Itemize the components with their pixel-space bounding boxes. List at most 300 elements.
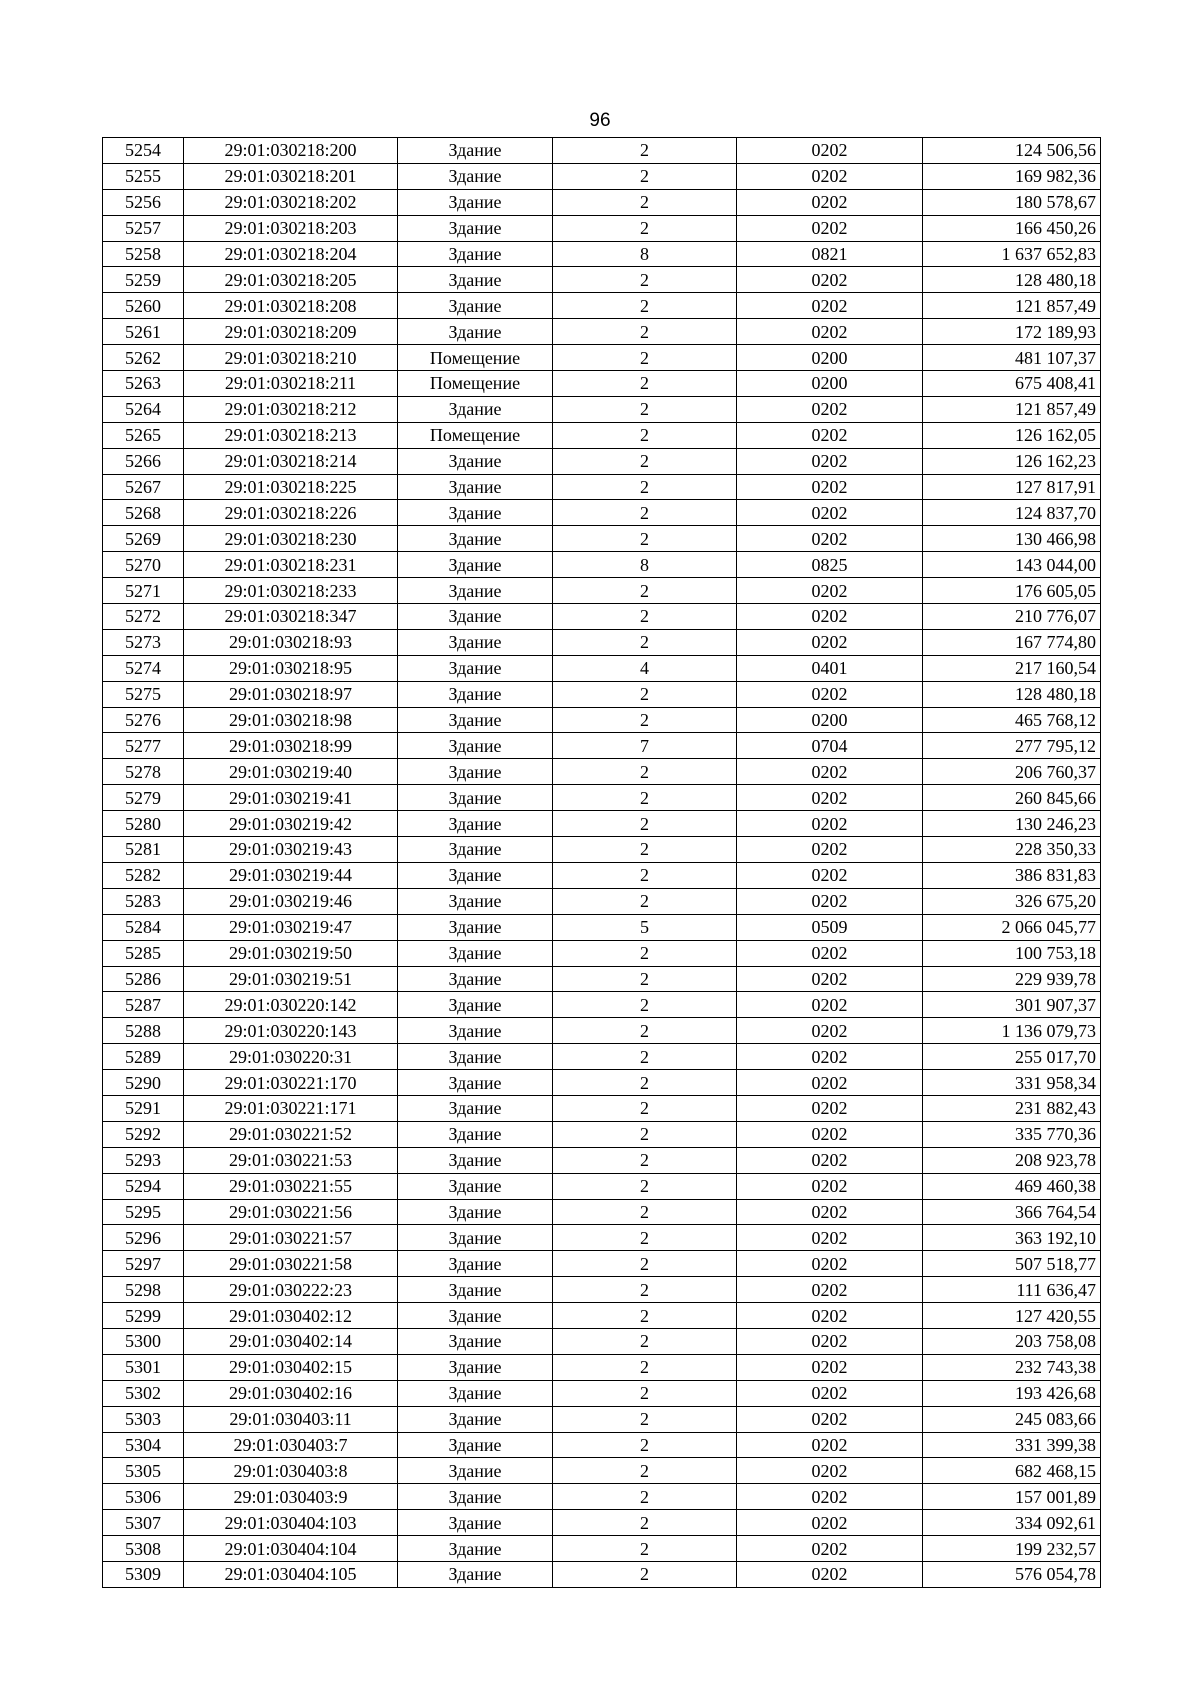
object-type-cell: Здание <box>398 552 553 578</box>
row-number-cell: 5281 <box>103 837 184 863</box>
group-number-cell: 2 <box>553 837 737 863</box>
row-number-cell: 5280 <box>103 811 184 837</box>
table-row <box>103 552 1101 578</box>
cadastral-number-cell: 29:01:030218:230 <box>184 526 398 552</box>
group-number-cell: 2 <box>553 1251 737 1277</box>
subgroup-code-cell: 0202 <box>737 1354 923 1380</box>
cadastral-number-cell: 29:01:030218:226 <box>184 500 398 526</box>
table-row <box>103 448 1101 474</box>
cadastral-number-cell: 29:01:030219:44 <box>184 862 398 888</box>
table-row <box>103 1044 1101 1070</box>
cadastral-number-cell: 29:01:030219:40 <box>184 759 398 785</box>
cadastral-value-cell: 366 764,54 <box>923 1199 1101 1225</box>
cadastral-number-cell: 29:01:030218:205 <box>184 267 398 293</box>
row-number-cell: 5295 <box>103 1199 184 1225</box>
row-number-cell: 5266 <box>103 448 184 474</box>
object-type-cell: Помещение <box>398 371 553 397</box>
cadastral-number-cell: 29:01:030219:50 <box>184 940 398 966</box>
object-type-cell: Здание <box>398 1458 553 1484</box>
row-number-cell: 5265 <box>103 422 184 448</box>
subgroup-code-cell: 0202 <box>737 1510 923 1536</box>
row-number-cell: 5275 <box>103 681 184 707</box>
row-number-cell: 5273 <box>103 629 184 655</box>
cadastral-number-cell: 29:01:030219:43 <box>184 837 398 863</box>
table-row <box>103 837 1101 863</box>
subgroup-code-cell: 0202 <box>737 1225 923 1251</box>
object-type-cell: Здание <box>398 1121 553 1147</box>
cadastral-value-cell: 465 768,12 <box>923 707 1101 733</box>
row-number-cell: 5257 <box>103 215 184 241</box>
object-type-cell: Помещение <box>398 345 553 371</box>
cadastral-value-cell: 206 760,37 <box>923 759 1101 785</box>
cadastral-number-cell: 29:01:030404:103 <box>184 1510 398 1536</box>
table-row <box>103 422 1101 448</box>
cadastral-number-cell: 29:01:030221:58 <box>184 1251 398 1277</box>
table-row <box>103 189 1101 215</box>
cadastral-value-cell: 127 817,91 <box>923 474 1101 500</box>
cadastral-number-cell: 29:01:030403:8 <box>184 1458 398 1484</box>
cadastral-value-cell: 1 637 652,83 <box>923 241 1101 267</box>
group-number-cell: 2 <box>553 1225 737 1251</box>
table-row <box>103 785 1101 811</box>
page-number: 96 <box>589 110 611 131</box>
subgroup-code-cell: 0202 <box>737 1406 923 1432</box>
subgroup-code-cell: 0202 <box>737 811 923 837</box>
group-number-cell: 2 <box>553 1044 737 1070</box>
table-row <box>103 319 1101 345</box>
object-type-cell: Здание <box>398 241 553 267</box>
table-row <box>103 862 1101 888</box>
subgroup-code-cell: 0202 <box>737 1173 923 1199</box>
row-number-cell: 5284 <box>103 914 184 940</box>
cadastral-number-cell: 29:01:030219:41 <box>184 785 398 811</box>
group-number-cell: 2 <box>553 1070 737 1096</box>
object-type-cell: Здание <box>398 474 553 500</box>
group-number-cell: 2 <box>553 1147 737 1173</box>
table-row <box>103 1173 1101 1199</box>
cadastral-value-cell: 121 857,49 <box>923 293 1101 319</box>
subgroup-code-cell: 0202 <box>737 396 923 422</box>
group-number-cell: 2 <box>553 578 737 604</box>
cadastral-value-cell: 126 162,23 <box>923 448 1101 474</box>
group-number-cell: 2 <box>553 1328 737 1354</box>
group-number-cell: 2 <box>553 1173 737 1199</box>
group-number-cell: 2 <box>553 163 737 189</box>
cadastral-value-cell: 277 795,12 <box>923 733 1101 759</box>
cadastral-value-cell: 675 408,41 <box>923 371 1101 397</box>
table-row <box>103 992 1101 1018</box>
group-number-cell: 2 <box>553 759 737 785</box>
group-number-cell: 2 <box>553 422 737 448</box>
group-number-cell: 8 <box>553 552 737 578</box>
cadastral-value-cell: 334 092,61 <box>923 1510 1101 1536</box>
table-row <box>103 966 1101 992</box>
row-number-cell: 5300 <box>103 1328 184 1354</box>
subgroup-code-cell: 0704 <box>737 733 923 759</box>
row-number-cell: 5291 <box>103 1095 184 1121</box>
subgroup-code-cell: 0202 <box>737 966 923 992</box>
object-type-cell: Здание <box>398 1199 553 1225</box>
cadastral-number-cell: 29:01:030221:55 <box>184 1173 398 1199</box>
group-number-cell: 2 <box>553 1510 737 1536</box>
cadastral-number-cell: 29:01:030219:47 <box>184 914 398 940</box>
subgroup-code-cell: 0202 <box>737 1432 923 1458</box>
cadastral-number-cell: 29:01:030403:11 <box>184 1406 398 1432</box>
table-row <box>103 1561 1101 1587</box>
group-number-cell: 2 <box>553 319 737 345</box>
cadastral-value-cell: 203 758,08 <box>923 1328 1101 1354</box>
object-type-cell: Здание <box>398 1044 553 1070</box>
object-type-cell: Здание <box>398 862 553 888</box>
subgroup-code-cell: 0202 <box>737 1251 923 1277</box>
subgroup-code-cell: 0202 <box>737 1328 923 1354</box>
row-number-cell: 5259 <box>103 267 184 293</box>
cadastral-number-cell: 29:01:030218:212 <box>184 396 398 422</box>
group-number-cell: 5 <box>553 914 737 940</box>
table-row <box>103 1070 1101 1096</box>
cadastral-value-cell: 157 001,89 <box>923 1484 1101 1510</box>
subgroup-code-cell: 0825 <box>737 552 923 578</box>
subgroup-code-cell: 0202 <box>737 759 923 785</box>
object-type-cell: Здание <box>398 267 553 293</box>
object-type-cell: Здание <box>398 914 553 940</box>
table-row <box>103 1536 1101 1562</box>
object-type-cell: Здание <box>398 1070 553 1096</box>
cadastral-number-cell: 29:01:030218:233 <box>184 578 398 604</box>
row-number-cell: 5287 <box>103 992 184 1018</box>
row-number-cell: 5256 <box>103 189 184 215</box>
object-type-cell: Здание <box>398 629 553 655</box>
group-number-cell: 2 <box>553 267 737 293</box>
table-row <box>103 1095 1101 1121</box>
table-row <box>103 1121 1101 1147</box>
row-number-cell: 5289 <box>103 1044 184 1070</box>
group-number-cell: 2 <box>553 1432 737 1458</box>
group-number-cell: 2 <box>553 785 737 811</box>
cadastral-value-cell: 166 450,26 <box>923 215 1101 241</box>
cadastral-number-cell: 29:01:030402:14 <box>184 1328 398 1354</box>
cadastral-value-cell: 121 857,49 <box>923 396 1101 422</box>
subgroup-code-cell: 0202 <box>737 422 923 448</box>
object-type-cell: Здание <box>398 1018 553 1044</box>
subgroup-code-cell: 0202 <box>737 629 923 655</box>
subgroup-code-cell: 0202 <box>737 681 923 707</box>
object-type-cell: Здание <box>398 1251 553 1277</box>
row-number-cell: 5277 <box>103 733 184 759</box>
group-number-cell: 2 <box>553 1095 737 1121</box>
table-row <box>103 345 1101 371</box>
subgroup-code-cell: 0202 <box>737 448 923 474</box>
cadastral-number-cell: 29:01:030218:97 <box>184 681 398 707</box>
cadastral-value-cell: 199 232,57 <box>923 1536 1101 1562</box>
row-number-cell: 5296 <box>103 1225 184 1251</box>
cadastral-number-cell: 29:01:030402:16 <box>184 1380 398 1406</box>
row-number-cell: 5261 <box>103 319 184 345</box>
cadastral-value-cell: 326 675,20 <box>923 888 1101 914</box>
cadastral-value-cell: 363 192,10 <box>923 1225 1101 1251</box>
group-number-cell: 2 <box>553 1484 737 1510</box>
object-type-cell: Здание <box>398 1484 553 1510</box>
object-type-cell: Здание <box>398 215 553 241</box>
table-row <box>103 888 1101 914</box>
cadastral-number-cell: 29:01:030221:171 <box>184 1095 398 1121</box>
group-number-cell: 2 <box>553 1561 737 1587</box>
object-type-cell: Здание <box>398 1406 553 1432</box>
row-number-cell: 5297 <box>103 1251 184 1277</box>
subgroup-code-cell: 0202 <box>737 1380 923 1406</box>
table-row <box>103 293 1101 319</box>
row-number-cell: 5283 <box>103 888 184 914</box>
table-row <box>103 500 1101 526</box>
cadastral-number-cell: 29:01:030404:105 <box>184 1561 398 1587</box>
object-type-cell: Здание <box>398 837 553 863</box>
cadastral-value-cell: 507 518,77 <box>923 1251 1101 1277</box>
cadastral-value-cell: 169 982,36 <box>923 163 1101 189</box>
group-number-cell: 2 <box>553 293 737 319</box>
cadastral-number-cell: 29:01:030403:7 <box>184 1432 398 1458</box>
row-number-cell: 5258 <box>103 241 184 267</box>
row-number-cell: 5270 <box>103 552 184 578</box>
object-type-cell: Здание <box>398 1510 553 1536</box>
cadastral-number-cell: 29:01:030221:53 <box>184 1147 398 1173</box>
object-type-cell: Здание <box>398 1303 553 1329</box>
cadastral-value-table <box>102 137 1101 1588</box>
row-number-cell: 5278 <box>103 759 184 785</box>
cadastral-value-cell: 231 882,43 <box>923 1095 1101 1121</box>
cadastral-value-cell: 682 468,15 <box>923 1458 1101 1484</box>
row-number-cell: 5309 <box>103 1561 184 1587</box>
row-number-cell: 5301 <box>103 1354 184 1380</box>
subgroup-code-cell: 0200 <box>737 707 923 733</box>
group-number-cell: 2 <box>553 396 737 422</box>
object-type-cell: Здание <box>398 396 553 422</box>
row-number-cell: 5274 <box>103 655 184 681</box>
row-number-cell: 5299 <box>103 1303 184 1329</box>
subgroup-code-cell: 0202 <box>737 1095 923 1121</box>
cadastral-number-cell: 29:01:030218:203 <box>184 215 398 241</box>
subgroup-code-cell: 0202 <box>737 163 923 189</box>
cadastral-value-cell: 143 044,00 <box>923 552 1101 578</box>
object-type-cell: Здание <box>398 992 553 1018</box>
object-type-cell: Здание <box>398 138 553 164</box>
table-row <box>103 1380 1101 1406</box>
group-number-cell: 2 <box>553 1406 737 1432</box>
cadastral-value-cell: 111 636,47 <box>923 1277 1101 1303</box>
cadastral-value-cell: 172 189,93 <box>923 319 1101 345</box>
row-number-cell: 5260 <box>103 293 184 319</box>
subgroup-code-cell: 0202 <box>737 267 923 293</box>
table-row <box>103 811 1101 837</box>
table-row <box>103 1199 1101 1225</box>
table-row <box>103 681 1101 707</box>
cadastral-number-cell: 29:01:030218:98 <box>184 707 398 733</box>
table-row <box>103 1277 1101 1303</box>
subgroup-code-cell: 0202 <box>737 837 923 863</box>
table-row <box>103 163 1101 189</box>
table-row <box>103 474 1101 500</box>
group-number-cell: 2 <box>553 862 737 888</box>
subgroup-code-cell: 0202 <box>737 940 923 966</box>
object-type-cell: Здание <box>398 604 553 630</box>
object-type-cell: Здание <box>398 1536 553 1562</box>
table-row <box>103 267 1101 293</box>
cadastral-number-cell: 29:01:030404:104 <box>184 1536 398 1562</box>
object-type-cell: Здание <box>398 655 553 681</box>
object-type-cell: Здание <box>398 681 553 707</box>
table-row <box>103 629 1101 655</box>
group-number-cell: 7 <box>553 733 737 759</box>
cadastral-number-cell: 29:01:030219:46 <box>184 888 398 914</box>
subgroup-code-cell: 0202 <box>737 1070 923 1096</box>
row-number-cell: 5298 <box>103 1277 184 1303</box>
cadastral-value-cell: 232 743,38 <box>923 1354 1101 1380</box>
table-row <box>103 578 1101 604</box>
row-number-cell: 5276 <box>103 707 184 733</box>
group-number-cell: 2 <box>553 1354 737 1380</box>
group-number-cell: 2 <box>553 1536 737 1562</box>
object-type-cell: Здание <box>398 1147 553 1173</box>
table-row <box>103 914 1101 940</box>
subgroup-code-cell: 0202 <box>737 1018 923 1044</box>
cadastral-value-cell: 331 958,34 <box>923 1070 1101 1096</box>
subgroup-code-cell: 0202 <box>737 862 923 888</box>
group-number-cell: 2 <box>553 1380 737 1406</box>
group-number-cell: 2 <box>553 940 737 966</box>
subgroup-code-cell: 0202 <box>737 474 923 500</box>
cadastral-number-cell: 29:01:030402:15 <box>184 1354 398 1380</box>
table-row <box>103 526 1101 552</box>
subgroup-code-cell: 0202 <box>737 293 923 319</box>
table-body <box>103 138 1101 1588</box>
subgroup-code-cell: 0202 <box>737 578 923 604</box>
subgroup-code-cell: 0202 <box>737 1536 923 1562</box>
table-row <box>103 138 1101 164</box>
object-type-cell: Здание <box>398 163 553 189</box>
object-type-cell: Здание <box>398 293 553 319</box>
object-type-cell: Здание <box>398 1225 553 1251</box>
object-type-cell: Здание <box>398 1354 553 1380</box>
group-number-cell: 2 <box>553 604 737 630</box>
cadastral-number-cell: 29:01:030220:143 <box>184 1018 398 1044</box>
cadastral-number-cell: 29:01:030218:213 <box>184 422 398 448</box>
row-number-cell: 5306 <box>103 1484 184 1510</box>
row-number-cell: 5286 <box>103 966 184 992</box>
subgroup-code-cell: 0202 <box>737 500 923 526</box>
object-type-cell: Здание <box>398 1432 553 1458</box>
subgroup-code-cell: 0509 <box>737 914 923 940</box>
group-number-cell: 2 <box>553 1018 737 1044</box>
subgroup-code-cell: 0202 <box>737 319 923 345</box>
cadastral-value-cell: 245 083,66 <box>923 1406 1101 1432</box>
table-row <box>103 396 1101 422</box>
row-number-cell: 5308 <box>103 1536 184 1562</box>
table-row <box>103 1406 1101 1432</box>
cadastral-value-cell: 301 907,37 <box>923 992 1101 1018</box>
cadastral-value-cell: 228 350,33 <box>923 837 1101 863</box>
table-row <box>103 733 1101 759</box>
group-number-cell: 2 <box>553 992 737 1018</box>
row-number-cell: 5303 <box>103 1406 184 1432</box>
object-type-cell: Здание <box>398 759 553 785</box>
table-row <box>103 1018 1101 1044</box>
cadastral-number-cell: 29:01:030218:95 <box>184 655 398 681</box>
object-type-cell: Здание <box>398 319 553 345</box>
subgroup-code-cell: 0202 <box>737 604 923 630</box>
object-type-cell: Здание <box>398 448 553 474</box>
row-number-cell: 5305 <box>103 1458 184 1484</box>
cadastral-number-cell: 29:01:030219:51 <box>184 966 398 992</box>
cadastral-number-cell: 29:01:030220:31 <box>184 1044 398 1070</box>
row-number-cell: 5268 <box>103 500 184 526</box>
cadastral-number-cell: 29:01:030218:214 <box>184 448 398 474</box>
object-type-cell: Здание <box>398 785 553 811</box>
object-type-cell: Здание <box>398 1561 553 1587</box>
row-number-cell: 5279 <box>103 785 184 811</box>
row-number-cell: 5288 <box>103 1018 184 1044</box>
cadastral-value-cell: 130 246,23 <box>923 811 1101 837</box>
cadastral-number-cell: 29:01:030218:99 <box>184 733 398 759</box>
subgroup-code-cell: 0202 <box>737 1561 923 1587</box>
group-number-cell: 2 <box>553 681 737 707</box>
group-number-cell: 2 <box>553 189 737 215</box>
cadastral-value-cell: 124 837,70 <box>923 500 1101 526</box>
object-type-cell: Здание <box>398 1277 553 1303</box>
row-number-cell: 5292 <box>103 1121 184 1147</box>
cadastral-value-cell: 167 774,80 <box>923 629 1101 655</box>
table-row <box>103 241 1101 267</box>
row-number-cell: 5285 <box>103 940 184 966</box>
cadastral-number-cell: 29:01:030218:231 <box>184 552 398 578</box>
cadastral-value-cell: 210 776,07 <box>923 604 1101 630</box>
cadastral-number-cell: 29:01:030218:202 <box>184 189 398 215</box>
group-number-cell: 2 <box>553 526 737 552</box>
cadastral-value-cell: 130 466,98 <box>923 526 1101 552</box>
cadastral-value-cell: 335 770,36 <box>923 1121 1101 1147</box>
row-number-cell: 5294 <box>103 1173 184 1199</box>
group-number-cell: 2 <box>553 138 737 164</box>
object-type-cell: Здание <box>398 526 553 552</box>
subgroup-code-cell: 0202 <box>737 1147 923 1173</box>
object-type-cell: Здание <box>398 1173 553 1199</box>
cadastral-value-cell: 260 845,66 <box>923 785 1101 811</box>
table-row <box>103 1510 1101 1536</box>
cadastral-value-cell: 255 017,70 <box>923 1044 1101 1070</box>
table-row <box>103 707 1101 733</box>
table-row <box>103 215 1101 241</box>
table-row <box>103 759 1101 785</box>
group-number-cell: 2 <box>553 707 737 733</box>
group-number-cell: 2 <box>553 448 737 474</box>
table-row <box>103 1354 1101 1380</box>
cadastral-value-cell: 331 399,38 <box>923 1432 1101 1458</box>
group-number-cell: 2 <box>553 371 737 397</box>
subgroup-code-cell: 0202 <box>737 526 923 552</box>
cadastral-number-cell: 29:01:030218:208 <box>184 293 398 319</box>
table-row <box>103 1484 1101 1510</box>
table-row <box>103 1458 1101 1484</box>
subgroup-code-cell: 0200 <box>737 371 923 397</box>
group-number-cell: 2 <box>553 1199 737 1225</box>
cadastral-value-cell: 469 460,38 <box>923 1173 1101 1199</box>
subgroup-code-cell: 0202 <box>737 189 923 215</box>
row-number-cell: 5262 <box>103 345 184 371</box>
row-number-cell: 5290 <box>103 1070 184 1096</box>
object-type-cell: Здание <box>398 966 553 992</box>
cadastral-number-cell: 29:01:030221:56 <box>184 1199 398 1225</box>
cadastral-number-cell: 29:01:030218:210 <box>184 345 398 371</box>
cadastral-value-cell: 193 426,68 <box>923 1380 1101 1406</box>
cadastral-value-cell: 2 066 045,77 <box>923 914 1101 940</box>
